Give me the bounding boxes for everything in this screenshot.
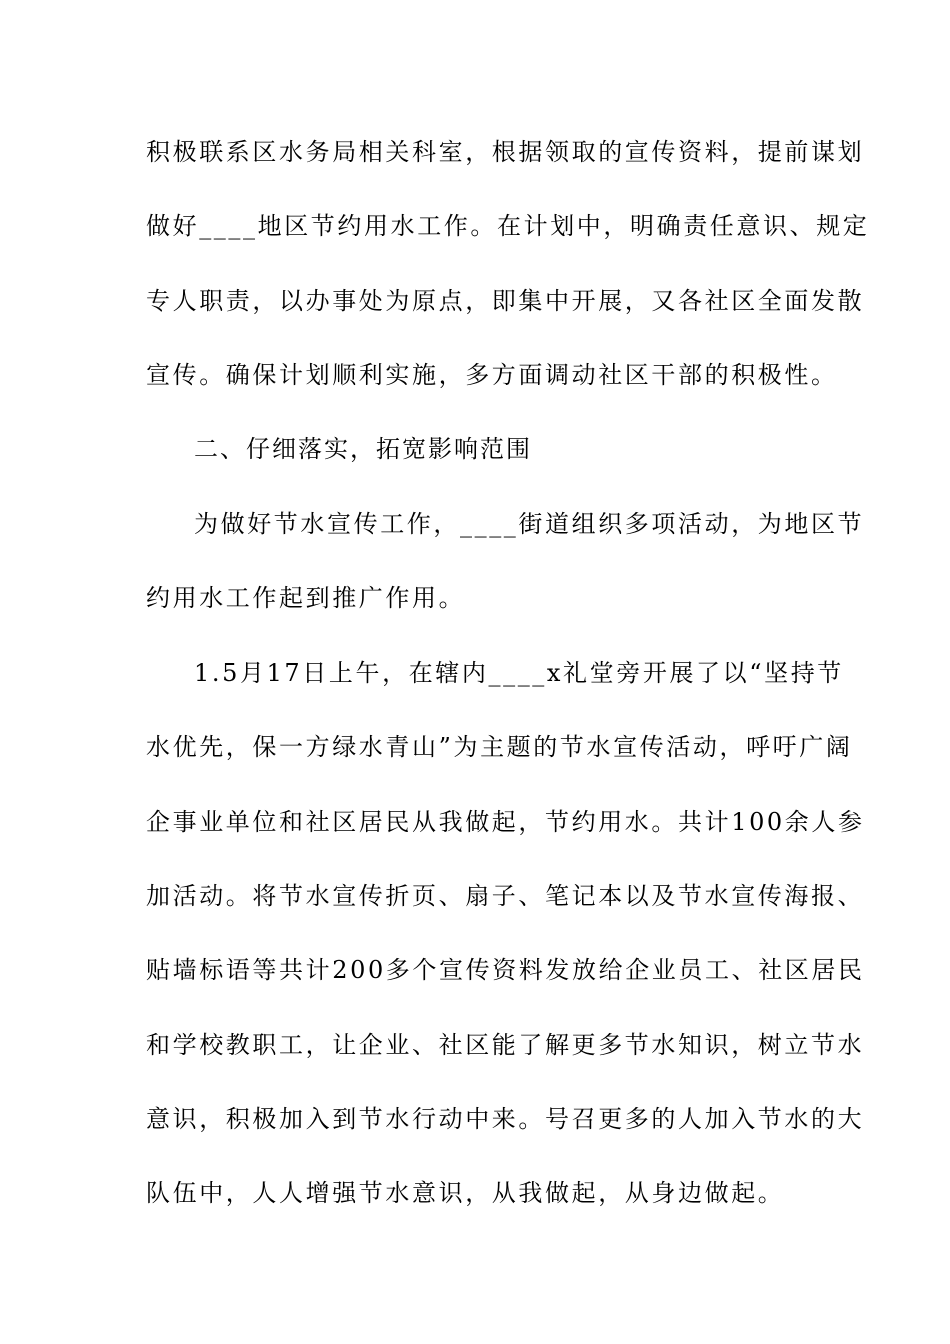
section-heading: 二、仔细落实，拓宽影响范围	[194, 435, 532, 463]
paragraph-line: 积极联系区水务局相关科室，根据领取的宣传资料，提前谋划	[146, 138, 865, 166]
paragraph-line: 水优先，保一方绿水青山”为主题的节水宣传活动，呼吁广阔	[146, 733, 853, 761]
paragraph-line: 队伍中，人人增强节水意识，从我做起，从身边做起。	[146, 1179, 785, 1207]
paragraph-line: 做好____地区节约用水工作。在计划中，明确责任意识、规定	[146, 212, 870, 240]
paragraph-line: 意识，积极加入到节水行动中来。号召更多的人加入节水的大	[146, 1105, 865, 1133]
paragraph-line: 贴墙标语等共计200多个宣传资料发放给企业员工、社区居民	[146, 956, 865, 984]
paragraph-line: 约用水工作起到推广作用。	[146, 584, 466, 612]
paragraph-line: 企事业单位和社区居民从我做起，节约用水。共计100余人参	[146, 808, 865, 836]
paragraph-line: 为做好节水宣传工作，____街道组织多项活动，为地区节	[194, 510, 865, 538]
paragraph-line: 和学校教职工，让企业、社区能了解更多节水知识，树立节水	[146, 1031, 865, 1059]
paragraph-line: 宣传。确保计划顺利实施，多方面调动社区干部的积极性。	[146, 361, 838, 389]
paragraph-line: 专人职责，以办事处为原点，即集中开展，又各社区全面发散	[146, 287, 865, 315]
paragraph-line: 1.5月17日上午，在辖内____x礼堂旁开展了以“坚持节	[194, 659, 844, 687]
paragraph-line: 加活动。将节水宣传折页、扇子、笔记本以及节水宣传海报、	[146, 882, 865, 910]
